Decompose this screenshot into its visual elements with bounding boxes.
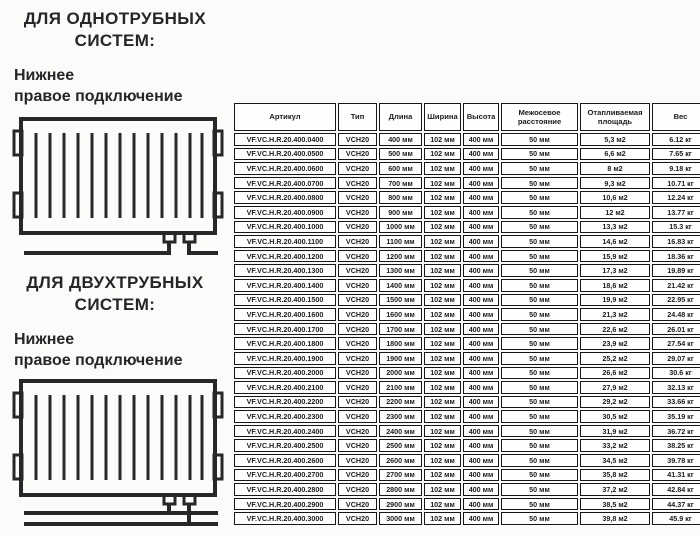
table-cell: VCH20 (338, 469, 377, 482)
table-cell: 1400 мм (379, 279, 422, 292)
table-cell: 900 мм (379, 206, 422, 219)
table-cell: 50 мм (501, 469, 578, 482)
table-cell: 18.36 кг (652, 250, 700, 263)
table-cell: 50 мм (501, 206, 578, 219)
table-cell: 400 мм (463, 294, 499, 307)
table-cell: 1700 мм (379, 323, 422, 336)
single-pipe-heading-line1: ДЛЯ ОДНОТРУБНЫХ (23, 9, 207, 28)
column-header: Ширина (424, 103, 461, 131)
table-cell: 400 мм (463, 279, 499, 292)
table-row (234, 221, 700, 234)
table-cell: VF.VC.H.R.20.400.2900 (234, 498, 336, 511)
table-cell: 1900 мм (379, 352, 422, 365)
table-row (234, 337, 700, 350)
table-cell: VCH20 (338, 279, 377, 292)
table-cell: 102 мм (424, 206, 461, 219)
table-cell: 50 мм (501, 279, 578, 292)
table-cell: 7.65 кг (652, 148, 700, 161)
spec-table-wrap (232, 101, 695, 527)
table-cell: 2900 мм (379, 498, 422, 511)
table-cell: VF.VC.H.R.20.400.2700 (234, 469, 336, 482)
table-row (234, 279, 700, 292)
table-cell: 400 мм (463, 454, 499, 467)
table-row (234, 381, 700, 394)
table-row (234, 191, 700, 204)
radiator-two-pipe-icon (12, 379, 224, 529)
table-cell: 1800 мм (379, 337, 422, 350)
table-cell: 102 мм (424, 191, 461, 204)
table-cell: 3000 мм (379, 512, 422, 525)
table-cell: 44.37 кг (652, 498, 700, 511)
table-cell: 50 мм (501, 367, 578, 380)
table-cell: 400 мм (463, 148, 499, 161)
table-cell: 400 мм (463, 308, 499, 321)
table-cell: VF.VC.H.R.20.400.2800 (234, 483, 336, 496)
column-header: Длина (379, 103, 422, 131)
table-row (234, 352, 700, 365)
table-row (234, 454, 700, 467)
table-cell: 50 мм (501, 191, 578, 204)
table-cell: 27,9 м2 (580, 381, 650, 394)
table-cell: 32.13 кг (652, 381, 700, 394)
table-cell: 700 мм (379, 177, 422, 190)
table-cell: VF.VC.H.R.20.400.0400 (234, 133, 336, 146)
table-cell: 19.89 кг (652, 264, 700, 277)
table-cell: VCH20 (338, 512, 377, 525)
table-cell: 400 мм (463, 133, 499, 146)
table-cell: VF.VC.H.R.20.400.1300 (234, 264, 336, 277)
table-cell: 400 мм (463, 323, 499, 336)
table-cell: VF.VC.H.R.20.400.2000 (234, 367, 336, 380)
table-cell: 10.71 кг (652, 177, 700, 190)
table-cell: 400 мм (463, 425, 499, 438)
table-row (234, 439, 700, 452)
table-cell: 400 мм (463, 367, 499, 380)
table-cell: 8 м2 (580, 162, 650, 175)
two-pipe-heading (10, 272, 220, 317)
table-cell: 30,5 м2 (580, 410, 650, 423)
table-cell: 102 мм (424, 323, 461, 336)
table-row (234, 148, 700, 161)
table-cell: VF.VC.H.R.20.400.2100 (234, 381, 336, 394)
table-cell: 102 мм (424, 425, 461, 438)
table-row (234, 206, 700, 219)
table-cell: 34,5 м2 (580, 454, 650, 467)
table-cell: 50 мм (501, 264, 578, 277)
table-cell: 50 мм (501, 235, 578, 248)
table-row (234, 133, 700, 146)
column-header: Артикул (234, 103, 336, 131)
table-cell: VCH20 (338, 162, 377, 175)
table-cell: 102 мм (424, 148, 461, 161)
table-row (234, 177, 700, 190)
table-cell: 29.07 кг (652, 352, 700, 365)
table-cell: 45.9 кг (652, 512, 700, 525)
table-cell: 102 мм (424, 439, 461, 452)
table-row (234, 323, 700, 336)
table-cell: 1200 мм (379, 250, 422, 263)
column-header: Вес (652, 103, 700, 131)
table-cell: VCH20 (338, 264, 377, 277)
table-cell: 42.84 кг (652, 483, 700, 496)
table-cell: 27.54 кг (652, 337, 700, 350)
table-cell: VCH20 (338, 250, 377, 263)
table-cell: 400 мм (463, 512, 499, 525)
table-cell: 102 мм (424, 483, 461, 496)
table-cell: 50 мм (501, 308, 578, 321)
table-cell: 102 мм (424, 235, 461, 248)
table-cell: 30.6 кг (652, 367, 700, 380)
column-header: Высота (463, 103, 499, 131)
radiator-single-pipe-icon (12, 117, 224, 259)
table-cell: 600 мм (379, 162, 422, 175)
column-header: Тип (338, 103, 377, 131)
table-row (234, 469, 700, 482)
table-cell: 50 мм (501, 425, 578, 438)
table-cell: 400 мм (463, 235, 499, 248)
table-cell: VF.VC.H.R.20.400.1100 (234, 235, 336, 248)
table-cell: 800 мм (379, 191, 422, 204)
table-cell: 33,2 м2 (580, 439, 650, 452)
table-cell: 102 мм (424, 337, 461, 350)
table-cell: VCH20 (338, 367, 377, 380)
table-cell: 2200 мм (379, 396, 422, 409)
table-cell: VF.VC.H.R.20.400.1500 (234, 294, 336, 307)
table-row (234, 264, 700, 277)
table-cell: 50 мм (501, 323, 578, 336)
table-cell: 22,6 м2 (580, 323, 650, 336)
table-cell: VCH20 (338, 425, 377, 438)
table-cell: VCH20 (338, 206, 377, 219)
table-cell: 2600 мм (379, 454, 422, 467)
table-cell: 9.18 кг (652, 162, 700, 175)
table-cell: 400 мм (463, 410, 499, 423)
table-cell: 18,6 м2 (580, 279, 650, 292)
two-pipe-section (10, 272, 220, 534)
table-cell: 102 мм (424, 250, 461, 263)
table-cell: VCH20 (338, 410, 377, 423)
table-cell: 39.78 кг (652, 454, 700, 467)
table-cell: VCH20 (338, 294, 377, 307)
table-cell: 102 мм (424, 410, 461, 423)
table-cell: 102 мм (424, 264, 461, 277)
table-cell: 102 мм (424, 177, 461, 190)
table-cell: 102 мм (424, 221, 461, 234)
table-cell: 12.24 кг (652, 191, 700, 204)
table-cell: 102 мм (424, 396, 461, 409)
table-cell: 102 мм (424, 352, 461, 365)
header-row (234, 103, 700, 131)
table-cell: 29,2 м2 (580, 396, 650, 409)
table-cell: 35.19 кг (652, 410, 700, 423)
table-cell: 400 мм (463, 381, 499, 394)
table-cell: 50 мм (501, 250, 578, 263)
table-cell: 35,8 м2 (580, 469, 650, 482)
table-cell: 2500 мм (379, 439, 422, 452)
table-cell: 102 мм (424, 367, 461, 380)
table-cell: 400 мм (463, 469, 499, 482)
table-cell: 50 мм (501, 133, 578, 146)
table-row (234, 235, 700, 248)
table-cell: 2400 мм (379, 425, 422, 438)
table-cell: VCH20 (338, 221, 377, 234)
table-cell: 5,3 м2 (580, 133, 650, 146)
table-cell: VF.VC.H.R.20.400.0800 (234, 191, 336, 204)
table-cell: 1500 мм (379, 294, 422, 307)
spec-table-body (234, 133, 700, 525)
table-cell: 39,8 м2 (580, 512, 650, 525)
table-cell: 37,2 м2 (580, 483, 650, 496)
table-cell: 50 мм (501, 439, 578, 452)
table-cell: VF.VC.H.R.20.400.1200 (234, 250, 336, 263)
table-cell: 50 мм (501, 396, 578, 409)
table-cell: 400 мм (463, 221, 499, 234)
two-pipe-connection-label: Нижнее правое подключение (14, 330, 183, 369)
table-cell: VF.VC.H.R.20.400.1800 (234, 337, 336, 350)
table-cell: 50 мм (501, 221, 578, 234)
table-cell: VCH20 (338, 352, 377, 365)
table-cell: 50 мм (501, 352, 578, 365)
table-cell: 25,2 м2 (580, 352, 650, 365)
table-cell: VCH20 (338, 439, 377, 452)
table-row (234, 498, 700, 511)
table-cell: 400 мм (379, 133, 422, 146)
table-cell: 50 мм (501, 381, 578, 394)
table-cell: 102 мм (424, 294, 461, 307)
table-cell: 12 м2 (580, 206, 650, 219)
table-cell: 400 мм (463, 337, 499, 350)
table-cell: 26,6 м2 (580, 367, 650, 380)
table-cell: 1000 мм (379, 221, 422, 234)
table-cell: VCH20 (338, 235, 377, 248)
table-cell: VCH20 (338, 177, 377, 190)
two-pipe-heading-line2: СИСТЕМ: (74, 295, 156, 315)
table-cell: 102 мм (424, 133, 461, 146)
table-cell: 21,3 м2 (580, 308, 650, 321)
table-cell: 102 мм (424, 308, 461, 321)
table-cell: 400 мм (463, 439, 499, 452)
table-cell: 15,9 м2 (580, 250, 650, 263)
table-cell: 13,3 м2 (580, 221, 650, 234)
table-cell: 2800 мм (379, 483, 422, 496)
table-cell: VF.VC.H.R.20.400.0700 (234, 177, 336, 190)
table-cell: 400 мм (463, 352, 499, 365)
table-cell: VF.VC.H.R.20.400.3000 (234, 512, 336, 525)
table-cell: 15.3 кг (652, 221, 700, 234)
table-cell: 50 мм (501, 454, 578, 467)
table-cell: VF.VC.H.R.20.400.1000 (234, 221, 336, 234)
table-cell: 38.25 кг (652, 439, 700, 452)
table-cell: 21.42 кг (652, 279, 700, 292)
table-cell: 23,9 м2 (580, 337, 650, 350)
single-pipe-connection-label: Нижнее правое подключение (14, 66, 183, 105)
table-row (234, 410, 700, 423)
two-pipe-heading-line1: ДЛЯ ДВУХТРУБНЫХ (26, 273, 204, 292)
table-cell: VCH20 (338, 483, 377, 496)
table-cell: 50 мм (501, 337, 578, 350)
table-cell: VF.VC.H.R.20.400.1400 (234, 279, 336, 292)
table-cell: 50 мм (501, 294, 578, 307)
table-row (234, 250, 700, 263)
table-cell: 14,6 м2 (580, 235, 650, 248)
table-cell: 9,3 м2 (580, 177, 650, 190)
spec-table (232, 101, 700, 527)
table-cell: 102 мм (424, 279, 461, 292)
table-cell: VF.VC.H.R.20.400.2500 (234, 439, 336, 452)
table-cell: 102 мм (424, 454, 461, 467)
radiator-single-pipe-diagram (12, 117, 220, 264)
table-cell: 400 мм (463, 396, 499, 409)
table-cell: VF.VC.H.R.20.400.1600 (234, 308, 336, 321)
table-cell: 1300 мм (379, 264, 422, 277)
table-row (234, 425, 700, 438)
table-cell: 400 мм (463, 498, 499, 511)
table-cell: 400 мм (463, 206, 499, 219)
table-cell: VCH20 (338, 454, 377, 467)
single-pipe-heading-line2: СИСТЕМ: (74, 31, 156, 51)
table-cell: VF.VC.H.R.20.400.1700 (234, 323, 336, 336)
table-cell: 400 мм (463, 250, 499, 263)
table-cell: 10,6 м2 (580, 191, 650, 204)
table-cell: 50 мм (501, 410, 578, 423)
single-pipe-section (10, 8, 220, 264)
single-pipe-heading (10, 8, 220, 53)
table-cell: 2300 мм (379, 410, 422, 423)
table-cell: VCH20 (338, 381, 377, 394)
table-row (234, 396, 700, 409)
table-cell: 13.77 кг (652, 206, 700, 219)
table-cell: 500 мм (379, 148, 422, 161)
table-cell: 38,5 м2 (580, 498, 650, 511)
table-cell: VF.VC.H.R.20.400.1900 (234, 352, 336, 365)
table-cell: 50 мм (501, 483, 578, 496)
table-cell: 102 мм (424, 498, 461, 511)
table-cell: 400 мм (463, 191, 499, 204)
table-cell: VF.VC.H.R.20.400.2300 (234, 410, 336, 423)
table-cell: 400 мм (463, 177, 499, 190)
table-cell: VCH20 (338, 498, 377, 511)
table-cell: 26.01 кг (652, 323, 700, 336)
table-cell: VCH20 (338, 337, 377, 350)
table-row (234, 512, 700, 525)
table-cell: 17,3 м2 (580, 264, 650, 277)
table-cell: VCH20 (338, 308, 377, 321)
table-cell: 50 мм (501, 177, 578, 190)
table-cell: 102 мм (424, 381, 461, 394)
table-cell: 16.83 кг (652, 235, 700, 248)
table-cell: VF.VC.H.R.20.400.0900 (234, 206, 336, 219)
table-cell: VCH20 (338, 396, 377, 409)
table-row (234, 483, 700, 496)
table-cell: 400 мм (463, 264, 499, 277)
table-cell: 1100 мм (379, 235, 422, 248)
table-cell: VCH20 (338, 148, 377, 161)
table-cell: 6.12 кг (652, 133, 700, 146)
table-cell: 50 мм (501, 512, 578, 525)
table-row (234, 367, 700, 380)
table-cell: 36.72 кг (652, 425, 700, 438)
table-cell: 102 мм (424, 512, 461, 525)
table-cell: VF.VC.H.R.20.400.2200 (234, 396, 336, 409)
table-cell: 6,6 м2 (580, 148, 650, 161)
table-row (234, 294, 700, 307)
spec-table-head (234, 103, 700, 131)
table-cell: 1600 мм (379, 308, 422, 321)
table-cell: VF.VC.H.R.20.400.2600 (234, 454, 336, 467)
table-cell: 102 мм (424, 469, 461, 482)
table-cell: 31,9 м2 (580, 425, 650, 438)
table-row (234, 162, 700, 175)
table-cell: VCH20 (338, 191, 377, 204)
table-cell: VF.VC.H.R.20.400.2400 (234, 425, 336, 438)
table-row (234, 308, 700, 321)
table-cell: 2100 мм (379, 381, 422, 394)
table-cell: 41.31 кг (652, 469, 700, 482)
table-cell: 400 мм (463, 162, 499, 175)
column-header: Межосевое расстояние (501, 103, 578, 131)
table-cell: 50 мм (501, 148, 578, 161)
table-cell: 33.66 кг (652, 396, 700, 409)
table-cell: VF.VC.H.R.20.400.0600 (234, 162, 336, 175)
table-cell: VF.VC.H.R.20.400.0500 (234, 148, 336, 161)
table-cell: 2700 мм (379, 469, 422, 482)
radiator-two-pipe-diagram (12, 379, 220, 534)
table-cell: 50 мм (501, 162, 578, 175)
table-cell: VCH20 (338, 323, 377, 336)
table-cell: 2000 мм (379, 367, 422, 380)
table-cell: 19,9 м2 (580, 294, 650, 307)
table-cell: 50 мм (501, 498, 578, 511)
table-cell: 102 мм (424, 162, 461, 175)
table-cell: 22.95 кг (652, 294, 700, 307)
table-cell: 400 мм (463, 483, 499, 496)
table-cell: 24.48 кг (652, 308, 700, 321)
table-cell: VCH20 (338, 133, 377, 146)
column-header: Отапливаемая площадь (580, 103, 650, 131)
